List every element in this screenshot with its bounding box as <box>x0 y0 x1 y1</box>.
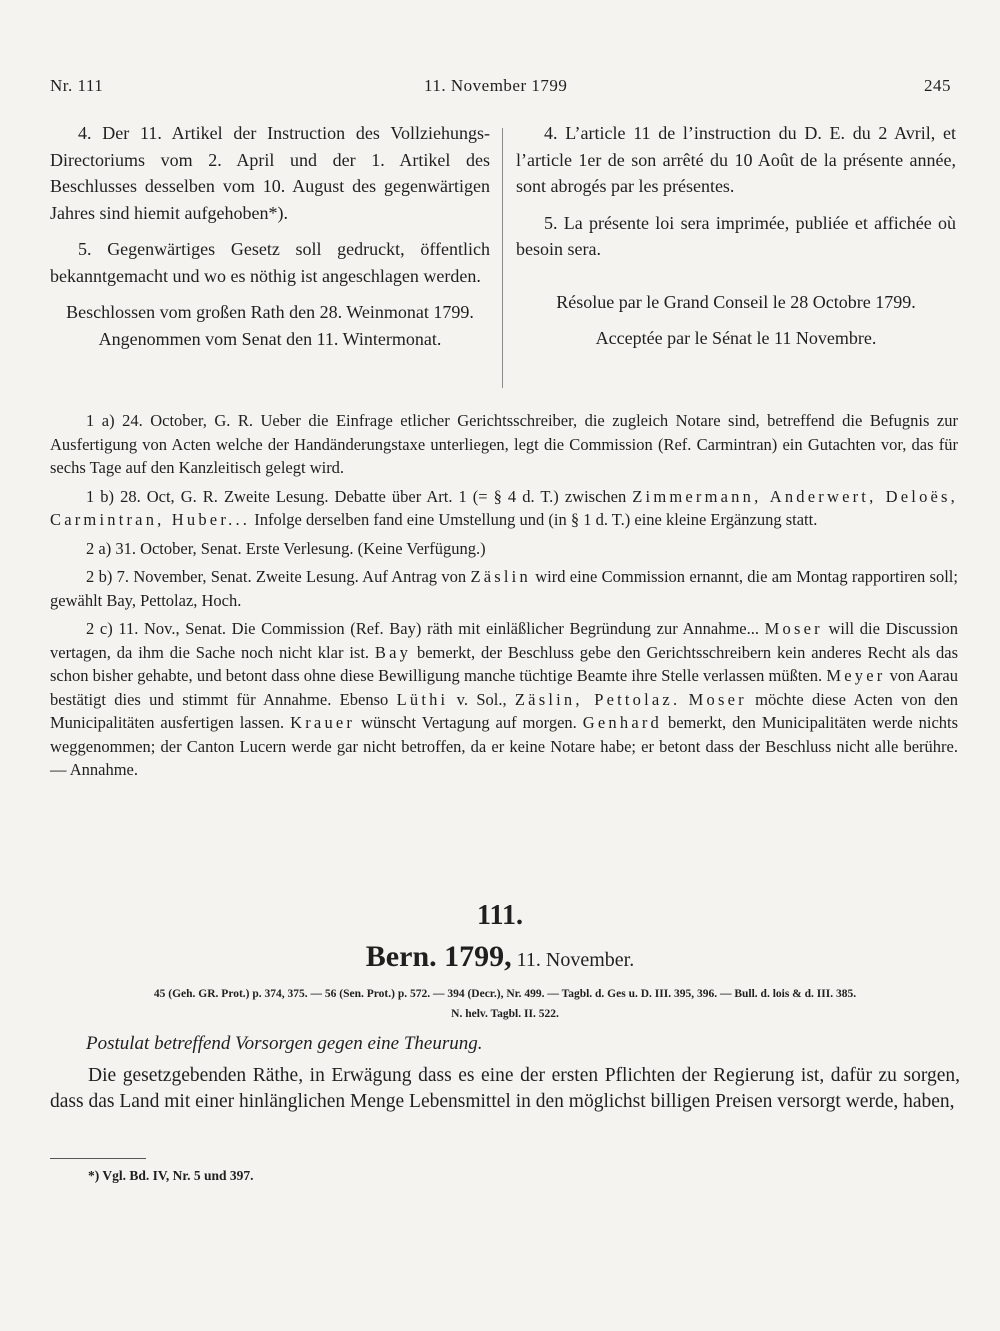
french-resolue: Résolue par le Grand Conseil le 28 Octobre 1799. <box>556 291 916 312</box>
speaker-name: Moser <box>688 689 747 709</box>
french-column <box>516 120 956 352</box>
proceedings-2a: 2 a) 31. October, Senat. Erste Verlesung. (Keine Verfügung.) <box>86 538 486 558</box>
proceedings-text: wird eine Commission ernannt, die am Montag rapportiren soll; gewählt Bay, Pettolaz, Hoch. <box>50 567 958 610</box>
document-place-year: Bern. 1799, <box>365 940 512 973</box>
proceedings-text: 2 b) 7. November, Senat. Zweite Lesung. Auf Antrag von <box>86 567 471 586</box>
french-acceptee: Acceptée par le Sénat le 11 Novembre. <box>595 328 877 348</box>
proceedings-text: 1 b) 28. Oct, G. R. Zweite Lesung. Debatte über Art. 1 (= § 4 d. T.) zwischen <box>86 486 633 506</box>
sources-line-2: N. helv. Tagbl. II. 522. <box>451 1008 559 1020</box>
proceedings-2b <box>50 565 958 612</box>
german-angenommen: Angenommen vom Senat den 11. Wintermonat. <box>98 328 442 349</box>
footnote: *) Vgl. Bd. IV, Nr. 5 und 397. <box>88 1168 254 1183</box>
speaker-name: Moser <box>764 619 823 638</box>
proceedings-text: will die Discussion vertagen, da ihm die Sache noch nicht klar ist. <box>50 619 958 662</box>
document-date: 11. November. <box>511 949 635 971</box>
speaker-name: Genhard <box>582 713 662 732</box>
german-column <box>50 120 490 352</box>
page-number: 245 <box>924 76 951 95</box>
proceedings-text: Infolge derselben fand eine Umstellung und (in § 1 d. T.) eine kleine Ergänzung statt. <box>250 510 818 529</box>
german-beschlossen: Beschlossen vom großen Rath den 28. Weinmonat 1799. <box>66 302 474 322</box>
speaker-names: Zimmermann, Anderwert, Deloës, Carmintran, Huber... <box>50 486 958 529</box>
sources-line-1: 45 (Geh. GR. Prot.) p. 374, 375. — 56 (Sen. Prot.) p. 572. — 394 (Decr.), Nr. 499. — Tagbl. d. Ges u. D. III. 395, 396. — Bull. d. lois & d. III. 385. <box>153 988 857 1000</box>
speaker-name: Lüthi <box>396 689 449 709</box>
proceedings-text <box>680 690 688 709</box>
document-heading <box>0 940 1000 974</box>
french-article-5: 5. La présente loi sera imprimée, publiée et affichée où besoin sera. <box>516 212 956 259</box>
footnote-rule <box>50 1158 146 1159</box>
french-article-4: 4. L’article 11 de l’instruction du D. E. du 2 Avril, et l’article 1er de son arrêté du 10 Août de la présente année, sont abrogés par les présentes. <box>516 123 956 196</box>
document-number: 111. <box>477 900 523 931</box>
proceedings-text: v. Sol., <box>448 689 515 709</box>
german-article-5: 5. Gegenwärtiges Gesetz soll gedruckt, öffentlich bekanntgemacht und wo es nöthig ist angeschlagen werden. <box>50 239 490 286</box>
speaker-name: Zäslin <box>470 567 531 586</box>
proceedings-2c <box>50 617 958 782</box>
speaker-names: Zäslin, Pettolaz. <box>514 689 681 709</box>
speaker-name: Meyer <box>826 666 886 685</box>
page-header-date: 11. November 1799 <box>424 76 568 95</box>
proceedings-text: 2 c) 11. Nov., Senat. Die Commission (Ref. Bay) räth mit einläßlicher Begründung zur Annahme... <box>86 619 765 638</box>
proceedings-text: bemerkt, der Beschluss gebe den Gerichtsschreibern kein anderes Recht als das schon bisher gehabte, und betont dass ohne diese Bewilligung manche tüchtige Beamte ihre Stelle verlassen müßten. <box>50 642 958 685</box>
speaker-name: Krauer <box>290 713 356 732</box>
proceedings-text: wünscht Vertagung auf morgen. <box>355 713 583 732</box>
proceedings-text: bemerkt, den Municipalitäten werde nichts weggenommen; der Canton Lucern werde gar nicht betroffen, da er keine Notare habe; er betont dass der Beschluss nicht alle berühre. — Annahme. <box>50 713 959 779</box>
postulat-title: Postulat betreffend Vorsorgen gegen eine Theurung. <box>86 1033 483 1054</box>
speaker-name: Bay <box>374 642 412 662</box>
proceedings-1b <box>50 485 958 532</box>
proceedings-text: möchte diese Acten von den Municipalitäten ausfertigen lassen. <box>50 689 958 732</box>
proceedings-1a: 1 a) 24. October, G. R. Ueber die Einfrage etlicher Gerichtsschreiber, die zugleich Notare sind, betreffend die Befugnis zur Ausfertigung von Acten welche der Handänderungstaxe unterliegen, legt die Commission (Ref. Carmintran) ein Gutachten vor, das für sechs Tage auf den Kanzleitisch gelegt wird. <box>50 411 958 477</box>
german-article-4: 4. Der 11. Artikel der Instruction des Vollziehungs-Directoriums vom 2. April und der 1. Artikel des Beschlusses desselben vom 10. August des gegenwärtigen Jahres sind hiemit aufgehoben*). <box>50 123 490 223</box>
proceedings-notes <box>50 409 958 787</box>
page-header-number: Nr. 111 <box>50 76 104 95</box>
main-text: Die gesetzgebenden Räthe, in Erwägung dass es eine der ersten Pflichten der Regierung ist, dafür zu sorgen, dass das Land mit einer hinlänglichen Menge Lebensmittel in den möglichst billigen Preisen versorgt werde, haben, <box>50 1065 960 1112</box>
proceedings-text: von Aarau bestätigt dies und stimmt für Annahme. Ebenso <box>50 666 958 709</box>
column-divider <box>502 128 503 388</box>
